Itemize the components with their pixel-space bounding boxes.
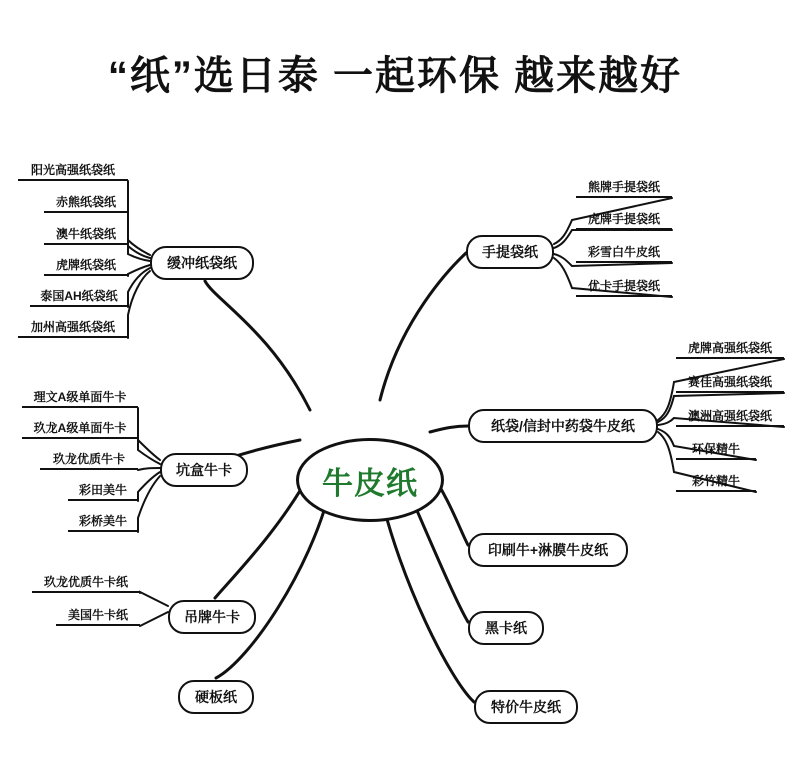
leaf-node[interactable] bbox=[576, 176, 672, 198]
connector-branch-leaf bbox=[138, 476, 160, 532]
leaf-node-label: 理文A级单面牛卡 bbox=[33, 390, 127, 404]
leaf-node[interactable] bbox=[68, 510, 138, 532]
connector-root-branch bbox=[380, 253, 466, 400]
leaf-node-label: 环保精牛 bbox=[691, 442, 740, 456]
leaf-node[interactable] bbox=[44, 254, 128, 276]
branch-tejia-label: 特价牛皮纸 bbox=[491, 699, 561, 715]
branch-heikazhi-label: 黑卡纸 bbox=[485, 620, 527, 636]
leaf-node-label: 阳光高强纸袋纸 bbox=[30, 163, 115, 177]
leaf-node[interactable] bbox=[22, 386, 138, 408]
page-title: “纸”选日泰 一起环保 越来越好 bbox=[107, 54, 683, 98]
connector-root-branch bbox=[216, 490, 330, 678]
leaf-node[interactable] bbox=[576, 241, 672, 263]
connector-branch-leaf bbox=[128, 271, 150, 338]
connector-branch-leaf bbox=[140, 612, 168, 626]
leaf-node[interactable] bbox=[30, 285, 128, 307]
leaf-node-label: 彩雪白牛皮纸 bbox=[587, 245, 660, 259]
leaf-node-label: 玖龙优质牛卡 bbox=[52, 452, 125, 466]
leaf-node[interactable] bbox=[68, 479, 138, 501]
leaf-node-label: 赛佳高强纸袋纸 bbox=[687, 375, 772, 389]
leaf-node[interactable] bbox=[44, 191, 128, 213]
leaf-node[interactable] bbox=[56, 604, 140, 626]
leaf-node[interactable] bbox=[676, 470, 756, 492]
connector-root-branch bbox=[380, 492, 474, 702]
leaf-node-label: 泰国AH纸袋纸 bbox=[40, 289, 118, 303]
branch-diaopai[interactable] bbox=[168, 600, 256, 634]
leaf-node-label: 虎牌高强纸袋纸 bbox=[687, 341, 772, 355]
leaf-node[interactable] bbox=[44, 223, 128, 245]
leaf-node-label: 彩桥美牛 bbox=[78, 514, 127, 528]
leaf-node-label: 熊牌手提袋纸 bbox=[587, 180, 660, 194]
connector-root-branch bbox=[205, 281, 310, 410]
leaf-node[interactable] bbox=[18, 316, 128, 338]
branch-zhidai-label: 纸袋/信封中药袋牛皮纸 bbox=[491, 418, 635, 434]
branch-yinshua[interactable] bbox=[468, 533, 628, 567]
leaf-node-label: 澳牛纸袋纸 bbox=[55, 227, 116, 241]
leaf-node-label: 彩田美牛 bbox=[78, 483, 127, 497]
leaf-node[interactable] bbox=[576, 275, 672, 297]
leaf-node[interactable] bbox=[676, 371, 784, 393]
branch-kenghe-label: 坑盒牛卡 bbox=[176, 462, 232, 478]
connector-branch-leaf bbox=[128, 213, 150, 258]
leaf-node-label: 虎牌手提袋纸 bbox=[587, 212, 660, 226]
branch-yingbanzhi-label: 硬板纸 bbox=[195, 689, 237, 705]
branch-heikazhi[interactable] bbox=[468, 611, 544, 645]
leaf-node-label: 加州高强纸袋纸 bbox=[30, 320, 115, 334]
branch-kenghe[interactable] bbox=[160, 453, 248, 487]
leaf-node[interactable] bbox=[32, 571, 140, 593]
leaf-node-label: 彩竹精牛 bbox=[691, 474, 740, 488]
connector-branch-leaf bbox=[138, 468, 160, 470]
leaf-node-label: 赤熊纸袋纸 bbox=[55, 195, 116, 209]
root-node[interactable] bbox=[296, 438, 444, 522]
leaf-node[interactable] bbox=[676, 337, 784, 359]
branch-huanchong[interactable] bbox=[150, 246, 254, 280]
branch-shoutidai-label: 手提袋纸 bbox=[482, 244, 538, 260]
connector-branch-leaf bbox=[140, 592, 168, 606]
leaf-node-label: 虎牌纸袋纸 bbox=[55, 258, 116, 272]
branch-tejia[interactable] bbox=[474, 690, 578, 724]
branch-shoutidai[interactable] bbox=[466, 235, 554, 269]
leaf-node[interactable] bbox=[40, 448, 138, 470]
leaf-node[interactable] bbox=[22, 417, 138, 439]
leaf-node-label: 玖龙A级单面牛卡 bbox=[33, 421, 127, 435]
branch-zhidai[interactable] bbox=[468, 409, 658, 443]
leaf-node[interactable] bbox=[676, 405, 784, 427]
leaf-node-label: 优卡手提袋纸 bbox=[587, 279, 660, 293]
leaf-node[interactable] bbox=[576, 208, 672, 230]
leaf-node-label: 美国牛卡纸 bbox=[67, 608, 128, 622]
branch-diaopai-label: 吊牌牛卡 bbox=[184, 609, 240, 625]
connector-branch-leaf bbox=[128, 181, 150, 255]
branch-yinshua-label: 印刷牛+淋膜牛皮纸 bbox=[487, 542, 609, 558]
leaf-node-label: 玖龙优质牛卡纸 bbox=[43, 575, 128, 589]
connector-branch-leaf bbox=[138, 472, 160, 501]
connector-root-branch bbox=[430, 426, 468, 432]
root-node-label: 牛皮纸 bbox=[322, 465, 418, 501]
branch-yingbanzhi[interactable] bbox=[178, 680, 254, 714]
leaf-node-label: 澳洲高强纸袋纸 bbox=[687, 409, 772, 423]
branch-huanchong-label: 缓冲纸袋纸 bbox=[167, 255, 237, 271]
leaf-node[interactable] bbox=[676, 438, 756, 460]
leaf-node[interactable] bbox=[18, 159, 128, 181]
